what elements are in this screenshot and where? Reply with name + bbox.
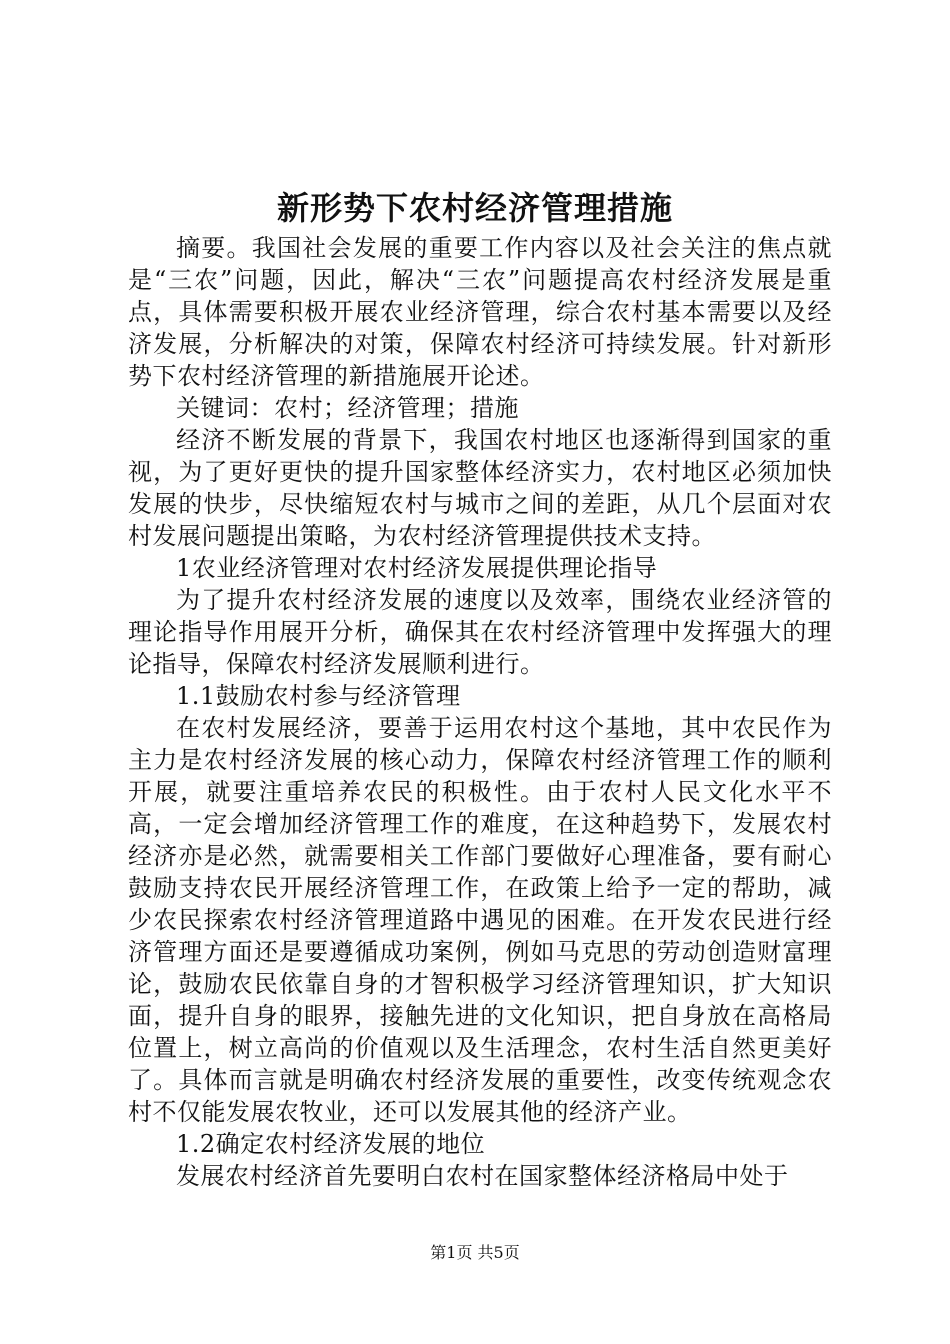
document-title: 新形势下农村经济管理措施 <box>276 189 673 227</box>
section-heading-1-1: 1.1鼓励农村参与经济管理 <box>176 682 461 710</box>
keywords-paragraph: 关键词：农村；经济管理；措施 <box>176 394 519 422</box>
section-1-1-paragraph: 在农村发展经济，要善于运用农村这个基地，其中农民作为主力是农村经济发展的核心动力，保障农村经济管理工作的顺利开展，就要注重培养农民的积极性。由于农村人民文化水平不高，一定会增加经济管理工作的难度，在这种趋势下，发展农村经济亦是必然，就需要相关工作部门要做好心理准备，要有耐心鼓励支持农民开展经济管理工作，在政策上给予一定的帮助，减少农民探索农村经济管理道路中遇见的困难。在开发农民进行经济管理方面还是要遵循成功案例，例如马克思的劳动创造财富理论，鼓励农民依靠自身的才智积极学习经济管理知识，扩大知识面，提升自身的眼界，接触先进的文化知识，把自身放在高格局位置上，树立高尚的价值观以及生活理念，农村生活自然更美好了。具体而言就是明确农村经济发展的重要性，改变传统观念农村不仅能发展农牧业，还可以发展其他的经济产业。 <box>128 714 832 1126</box>
intro-paragraph: 经济不断发展的背景下，我国农村地区也逐渐得到国家的重视，为了更好更快的提升国家整体经济实力，农村地区必须加快发展的快步，尽快缩短农村与城市之间的差距，从几个层面对农村发展问题提出策略，为农村经济管理提供技术支持。 <box>128 426 832 550</box>
abstract-paragraph: 摘要。我国社会发展的重要工作内容以及社会关注的焦点就是“三农”问题，因此，解决“三农”问题提高农村经济发展是重点，具体需要积极开展农业经济管理，综合农村基本需要以及经济发展，分析解决的对策，保障农村经济可持续发展。针对新形势下农村经济管理的新措施展开论述。 <box>128 234 832 390</box>
section-heading-1: 1农业经济管理对农村经济发展提供理论指导 <box>176 554 658 582</box>
page-footer: 第1页 共5页 <box>430 1243 520 1262</box>
section-1-2-paragraph: 发展农村经济首先要明白农村在国家整体经济格局中处于 <box>176 1162 789 1190</box>
section-heading-1-2: 1.2确定农村经济发展的地位 <box>176 1130 486 1158</box>
document-body <box>128 232 832 1192</box>
section-1-paragraph: 为了提升农村经济发展的速度以及效率，围绕农业经济管的理论指导作用展开分析，确保其在农村经济管理中发挥强大的理论指导，保障农村经济发展顺利进行。 <box>128 586 832 678</box>
